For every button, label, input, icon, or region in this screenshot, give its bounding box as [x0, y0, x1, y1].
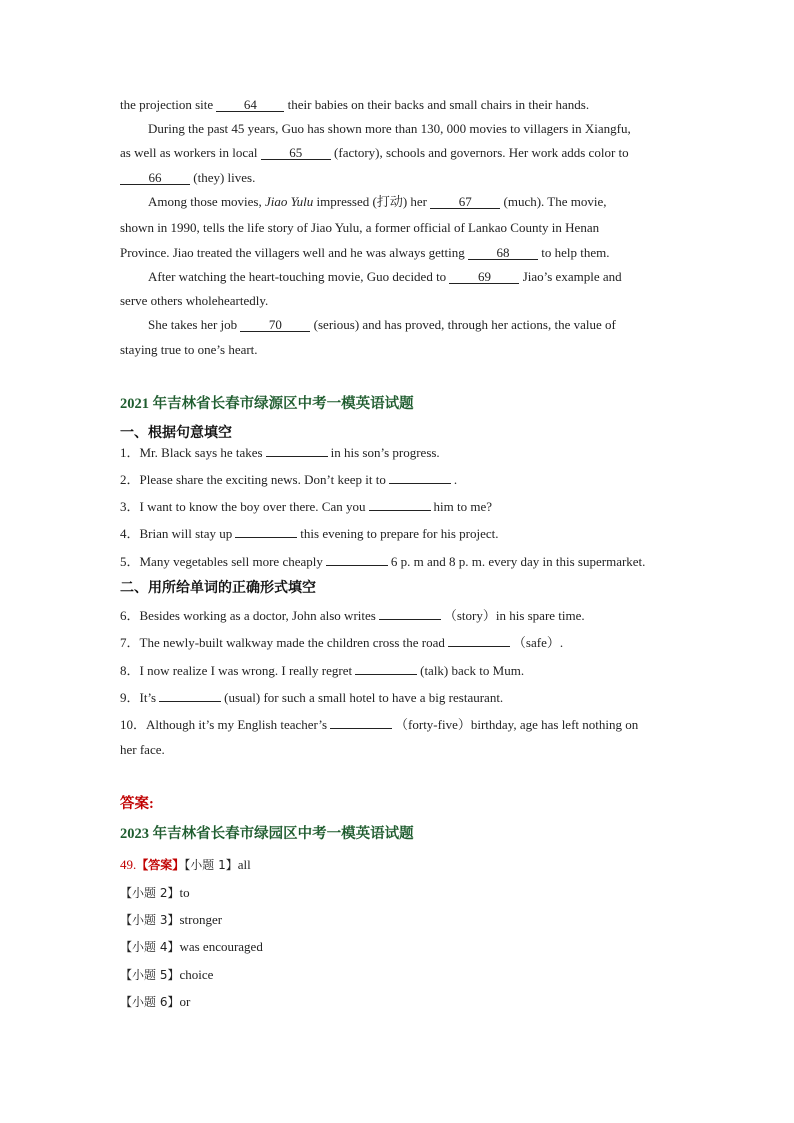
passage-text: their babies on their backs and small chairs in their hands. [284, 97, 590, 112]
passage-line [148, 317, 616, 333]
passage-text: (much). The movie, [500, 194, 607, 209]
passage-line [120, 170, 255, 186]
question-item [120, 607, 585, 624]
question-item [120, 498, 492, 515]
answer-tag: 【答案】 [136, 858, 185, 872]
passage-line: serve others wholeheartedly. [120, 293, 269, 308]
passage-line: shown in 1990, tells the life story of Jiao Yulu, a former official of Lankao County in Henan [120, 220, 600, 235]
passage-line: During the past 45 years, Guo has shown more than 130, 000 movies to villagers in Xiangfu, [148, 121, 631, 136]
passage-text: to help them. [538, 245, 610, 260]
subquestion-label: 【小题 6】 [120, 995, 180, 1009]
question-text: （story）in his spare time. [443, 608, 585, 623]
answer-value: or [179, 994, 191, 1009]
question-item [120, 662, 524, 679]
subquestion-label: 【小题 3】 [120, 913, 180, 927]
answer-blank [355, 662, 417, 675]
question-text: (talk) back to Mum. [420, 663, 525, 678]
blank-67: 67 [430, 195, 500, 209]
blank-64: 64 [216, 98, 284, 112]
question-text: 5．Many vegetables sell more cheaply [120, 554, 323, 569]
question-item [120, 634, 563, 651]
movie-title: Jiao Yulu [265, 194, 314, 209]
question-text: 2．Please share the exciting news. Don’t keep it to [120, 472, 386, 487]
answer-blank [266, 444, 328, 457]
question-item [120, 444, 440, 461]
passage-line [148, 194, 607, 210]
question-number: 49. [120, 857, 137, 872]
answer-value: stronger [179, 912, 223, 927]
exam-title: 2021 年吉林省长春市绿源区中考一模英语试题 [120, 396, 414, 412]
answer-blank [326, 553, 388, 566]
question-text: 8．I now realize I was wrong. I really regret [120, 663, 353, 678]
blank-68: 68 [468, 246, 538, 260]
question-text: this evening to prepare for his project. [300, 526, 499, 541]
answer-value: was encouraged [179, 939, 263, 954]
answer-blank [235, 525, 297, 538]
passage-text: Jiao’s example and [519, 269, 622, 284]
subquestion-label: 【小题 1】 [184, 858, 238, 872]
answer-line [120, 885, 190, 901]
passage-line [120, 145, 629, 161]
passage-text: impressed (打动) her [313, 194, 431, 209]
question-text: . [453, 472, 458, 487]
question-item [120, 553, 645, 570]
blank-66: 66 [120, 171, 190, 185]
passage-text: (they) lives. [190, 170, 256, 185]
answer-blank [448, 634, 510, 647]
passage-text: After watching the heart-touching movie, Guo decided to [148, 269, 450, 284]
passage-text: Among those movies, [148, 194, 265, 209]
question-text: 10．Although it’s my English teacher’s [120, 717, 328, 732]
answer-line [120, 912, 222, 928]
answer-value: all [237, 857, 251, 872]
passage-line [120, 97, 589, 113]
question-text: （forty-five）birthday, age has left nothing on [395, 717, 639, 732]
blank-65: 65 [261, 146, 331, 160]
passage-text: as well as workers in local [120, 145, 261, 160]
section-heading: 一、根据句意填空 [120, 425, 232, 441]
question-text: （safe）. [512, 635, 564, 650]
passage-text: Province. Jiao treated the villagers well and he was always getting [120, 245, 469, 260]
subquestion-label: 【小题 2】 [120, 886, 180, 900]
question-item [120, 689, 503, 706]
question-text: in his son’s progress. [330, 445, 440, 460]
answer-blank [330, 716, 392, 729]
question-text: 6 p. m and 8 p. m. every day in this supermarket. [390, 554, 646, 569]
answers-heading: 答案: [120, 796, 154, 812]
question-text: 6．Besides working as a doctor, John also writes [120, 608, 376, 623]
question-text: 3．I want to know the boy over there. Can you [120, 499, 366, 514]
answer-line [120, 967, 213, 983]
answer-blank [389, 471, 451, 484]
question-text: 9．It’s [120, 690, 157, 705]
passage-text: the projection site [120, 97, 217, 112]
question-item [120, 716, 638, 733]
question-text: 7．The newly-built walkway made the children cross the road [120, 635, 445, 650]
passage-line [148, 269, 622, 285]
answer-line [120, 857, 251, 873]
question-text: (usual) for such a small hotel to have a big restaurant. [224, 690, 504, 705]
passage-text: (serious) and has proved, through her actions, the value of [310, 317, 616, 332]
subquestion-label: 【小题 4】 [120, 940, 180, 954]
question-item [120, 471, 457, 488]
subquestion-label: 【小题 5】 [120, 968, 180, 982]
passage-line [120, 245, 610, 261]
answer-value: choice [179, 967, 214, 982]
question-text: him to me? [433, 499, 493, 514]
section-heading: 二、用所给单词的正确形式填空 [120, 580, 316, 596]
answer-blank [159, 689, 221, 702]
answer-line [120, 939, 263, 955]
answer-value: to [179, 885, 190, 900]
question-text: 4．Brian will stay up [120, 526, 233, 541]
passage-line: staying true to one’s heart. [120, 342, 258, 357]
answer-line [120, 994, 190, 1010]
question-item-continued: her face. [120, 742, 165, 757]
question-text: 1．Mr. Black says he takes [120, 445, 263, 460]
answers-exam-title: 2023 年吉林省长春市绿园区中考一模英语试题 [120, 826, 414, 842]
answer-blank [369, 498, 431, 511]
blank-70: 70 [240, 318, 310, 332]
blank-69: 69 [449, 270, 519, 284]
answer-blank [379, 607, 441, 620]
passage-text: She takes her job [148, 317, 241, 332]
passage-text: (factory), schools and governors. Her work adds color to [330, 145, 629, 160]
question-item [120, 525, 498, 542]
